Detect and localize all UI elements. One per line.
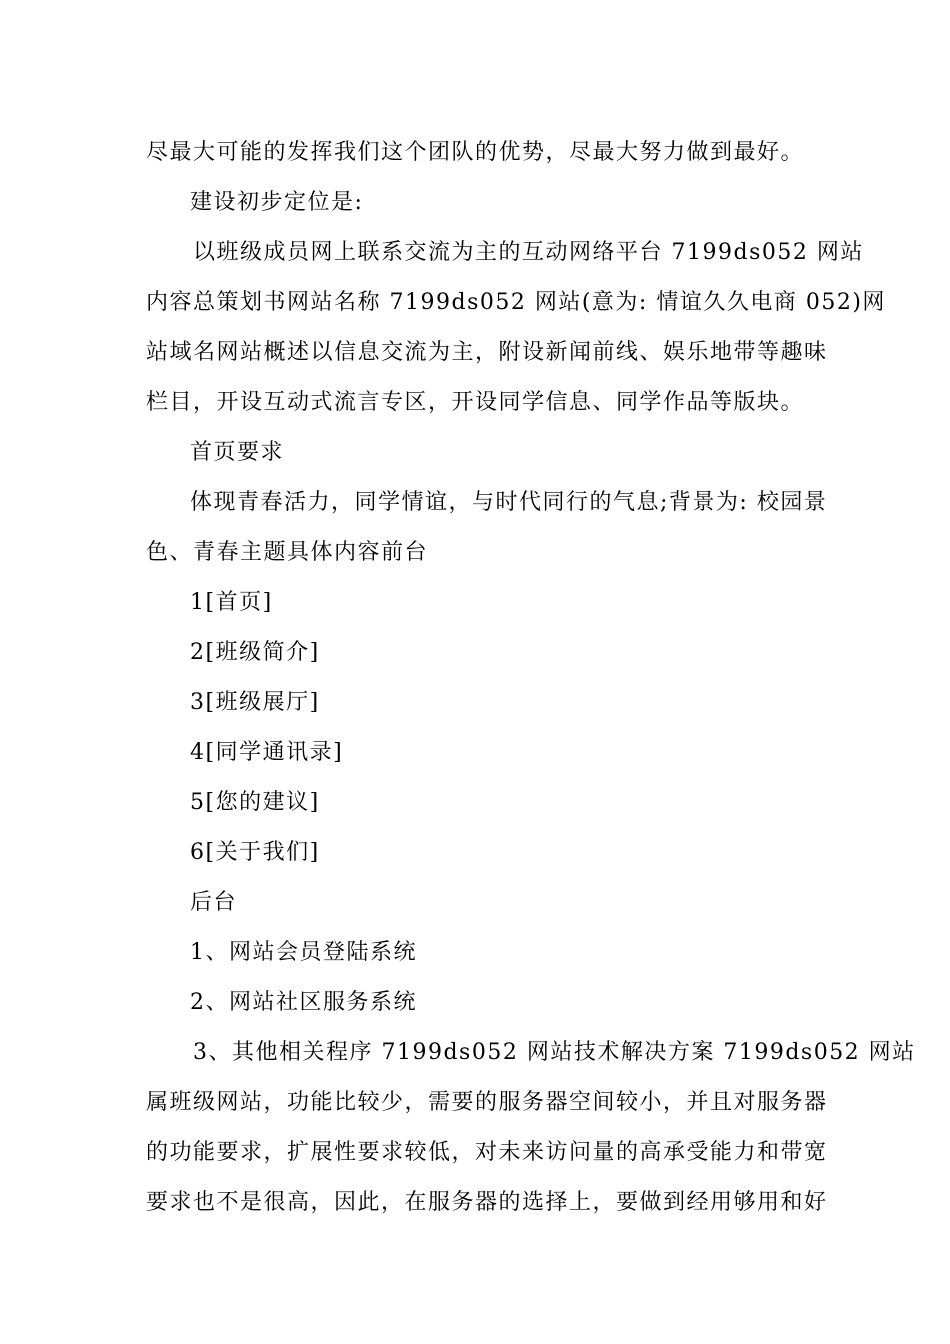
list-item-4: 4[同学通讯录]: [190, 740, 344, 765]
text-line-8: 体现青春活力，同学情谊，与时代同行的气息;背景为: 校园景: [190, 490, 828, 515]
list-item-3: 3[班级展厅]: [190, 690, 320, 715]
text-line-5: 站域名网站概述以信息交流为主，附设新闻前线、娱乐地带等趣味: [146, 340, 828, 365]
section-heading-backend: 后台: [190, 890, 238, 915]
text-line-6: 栏目，开设互动式流言专区，开设同学信息、同学作品等版块。: [146, 390, 805, 415]
list-item-1: 1[首页]: [190, 590, 273, 615]
backend-item-3: 3、其他相关程序 7199ds052 网站技术解决方案 7199ds052 网站: [193, 1040, 916, 1065]
text-line-9: 色、青春主题具体内容前台: [146, 540, 429, 565]
list-item-6: 6[关于我们]: [190, 840, 320, 865]
text-line-21: 的功能要求，扩展性要求较低，对未来访问量的高承受能力和带宽: [146, 1140, 828, 1165]
list-item-2: 2[班级简介]: [190, 640, 320, 665]
backend-item-1: 1、网站会员登陆系统: [190, 940, 417, 965]
text-line-1: 尽最大可能的发挥我们这个团队的优势，尽最大努力做到最好。: [146, 140, 805, 165]
text-line-3: 以班级成员网上联系交流为主的互动网络平台 7199ds052 网站: [193, 240, 864, 265]
backend-item-2: 2、网站社区服务系统: [190, 990, 417, 1015]
text-line-4: 内容总策划书网站名称 7199ds052 网站(意为: 情谊久久电商 052)网: [146, 290, 886, 315]
text-line-2: 建设初步定位是:: [190, 190, 364, 215]
text-line-22: 要求也不是很高，因此，在服务器的选择上，要做到经用够用和好: [146, 1190, 828, 1215]
text-line-20: 属班级网站，功能比较少，需要的服务器空间较小，并且对服务器: [146, 1090, 828, 1115]
list-item-5: 5[您的建议]: [190, 790, 320, 815]
section-heading-homepage: 首页要求: [190, 440, 285, 465]
